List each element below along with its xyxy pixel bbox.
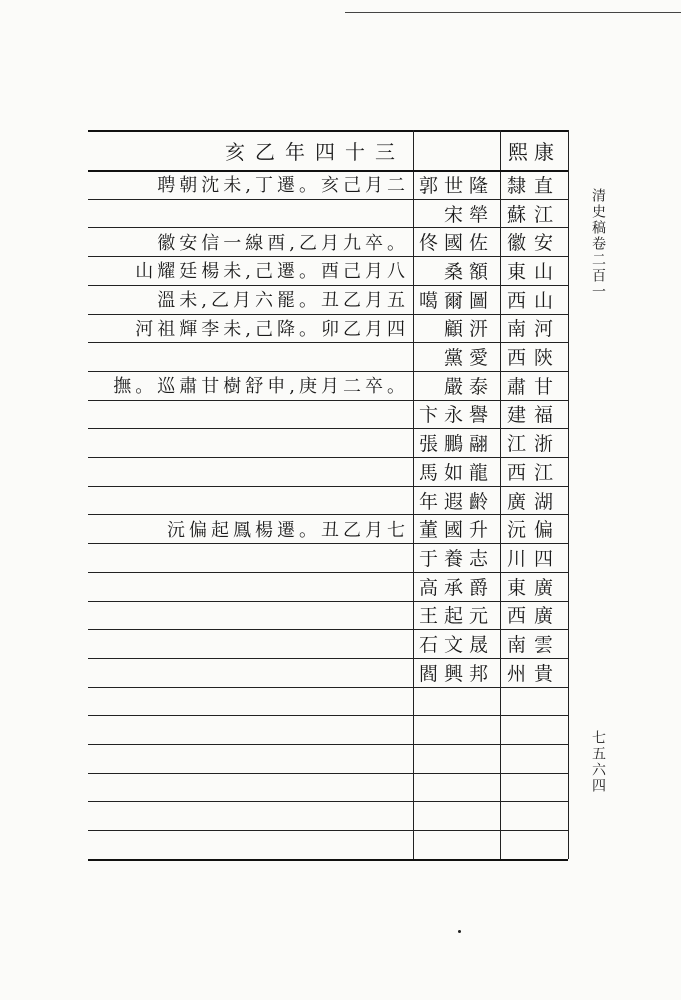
official-cell: 顧汧 xyxy=(443,318,494,341)
record-cell: 山耀廷楊未,己遷。酉己月八 xyxy=(135,261,409,283)
record-cell xyxy=(92,457,409,486)
record-cell xyxy=(92,601,409,630)
official-cell: 黨愛 xyxy=(443,347,494,370)
book-title: 清史稿卷二百一 xyxy=(590,188,606,300)
official-cell: 高承爵 xyxy=(418,576,494,599)
province-cell: 西廣 xyxy=(506,605,561,628)
province-cell: 隸直 xyxy=(506,174,561,197)
official-cell: 宋犖 xyxy=(443,203,494,226)
official-cell: 張鵬翮 xyxy=(418,433,494,456)
official-cell: 王起元 xyxy=(418,605,494,628)
province-cell: 東山 xyxy=(506,260,561,283)
record-cell xyxy=(92,572,409,601)
official-cell: 佟國佐 xyxy=(418,232,494,255)
header-era: 熙康 xyxy=(508,139,560,164)
province-cell: 西陝 xyxy=(506,347,561,370)
record-cell: 溫未,乙月六罷。丑乙月五 xyxy=(157,290,409,312)
province-cell: 州貴 xyxy=(506,662,561,685)
province-cell: 川四 xyxy=(506,547,561,570)
record-cell xyxy=(92,486,409,515)
province-cell: 東廣 xyxy=(506,576,561,599)
record-cell: 徽安信一線酉,乙月九卒。 xyxy=(157,232,409,254)
table-bottom-border xyxy=(88,859,568,861)
province-cell: 沅偏 xyxy=(506,519,561,542)
top-rule xyxy=(345,12,681,13)
official-cell: 年遐齡 xyxy=(418,490,494,513)
empty-row-divider xyxy=(88,830,568,831)
empty-row-divider xyxy=(88,801,568,802)
province-cell: 西江 xyxy=(506,461,561,484)
record-cell xyxy=(92,199,409,228)
province-cell: 蘇江 xyxy=(506,203,561,226)
official-cell: 桑額 xyxy=(443,260,494,283)
record-cell xyxy=(92,342,409,371)
official-cell: 馬如龍 xyxy=(418,461,494,484)
province-cell: 西山 xyxy=(506,289,561,312)
record-cell xyxy=(92,629,409,658)
official-cell: 卞永譽 xyxy=(418,404,494,427)
official-cell: 董國升 xyxy=(418,519,494,542)
empty-row-divider xyxy=(88,773,568,774)
official-cell: 于養志 xyxy=(418,547,494,570)
province-cell: 南雲 xyxy=(506,634,561,657)
official-cell: 噶爾圖 xyxy=(418,289,494,312)
row-divider xyxy=(88,687,568,688)
record-cell: 撫。巡肅甘樹舒申,庚月二卒。 xyxy=(113,376,409,398)
record-cell xyxy=(92,658,409,687)
empty-row-divider xyxy=(88,744,568,745)
province-cell: 江浙 xyxy=(506,433,561,456)
province-cell: 徽安 xyxy=(506,232,561,255)
record-cell: 沅偏起鳳楊遷。丑乙月七 xyxy=(167,519,409,541)
official-cell: 郭世隆 xyxy=(418,174,494,197)
official-cell: 嚴泰 xyxy=(443,375,494,398)
record-cell: 河祖輝李未,己降。卯乙月四 xyxy=(135,318,409,340)
official-cell: 石文晟 xyxy=(418,634,494,657)
empty-row-divider xyxy=(88,715,568,716)
page-number: 七五六四 xyxy=(590,730,606,794)
official-cell: 閻興邦 xyxy=(418,662,494,685)
record-cell: 聘朝沈未,丁遷。亥己月二 xyxy=(157,175,409,197)
record-cell xyxy=(92,543,409,572)
table-right-border xyxy=(568,130,569,859)
governors-table xyxy=(88,130,568,906)
province-cell: 建福 xyxy=(506,404,561,427)
province-cell: 廣湖 xyxy=(506,490,561,513)
record-cell xyxy=(92,428,409,457)
record-cell xyxy=(92,400,409,429)
header-year: 亥乙年四十三 xyxy=(225,139,405,164)
province-cell: 南河 xyxy=(506,318,561,341)
province-cell: 肅甘 xyxy=(506,375,561,398)
ink-dot xyxy=(458,930,461,933)
